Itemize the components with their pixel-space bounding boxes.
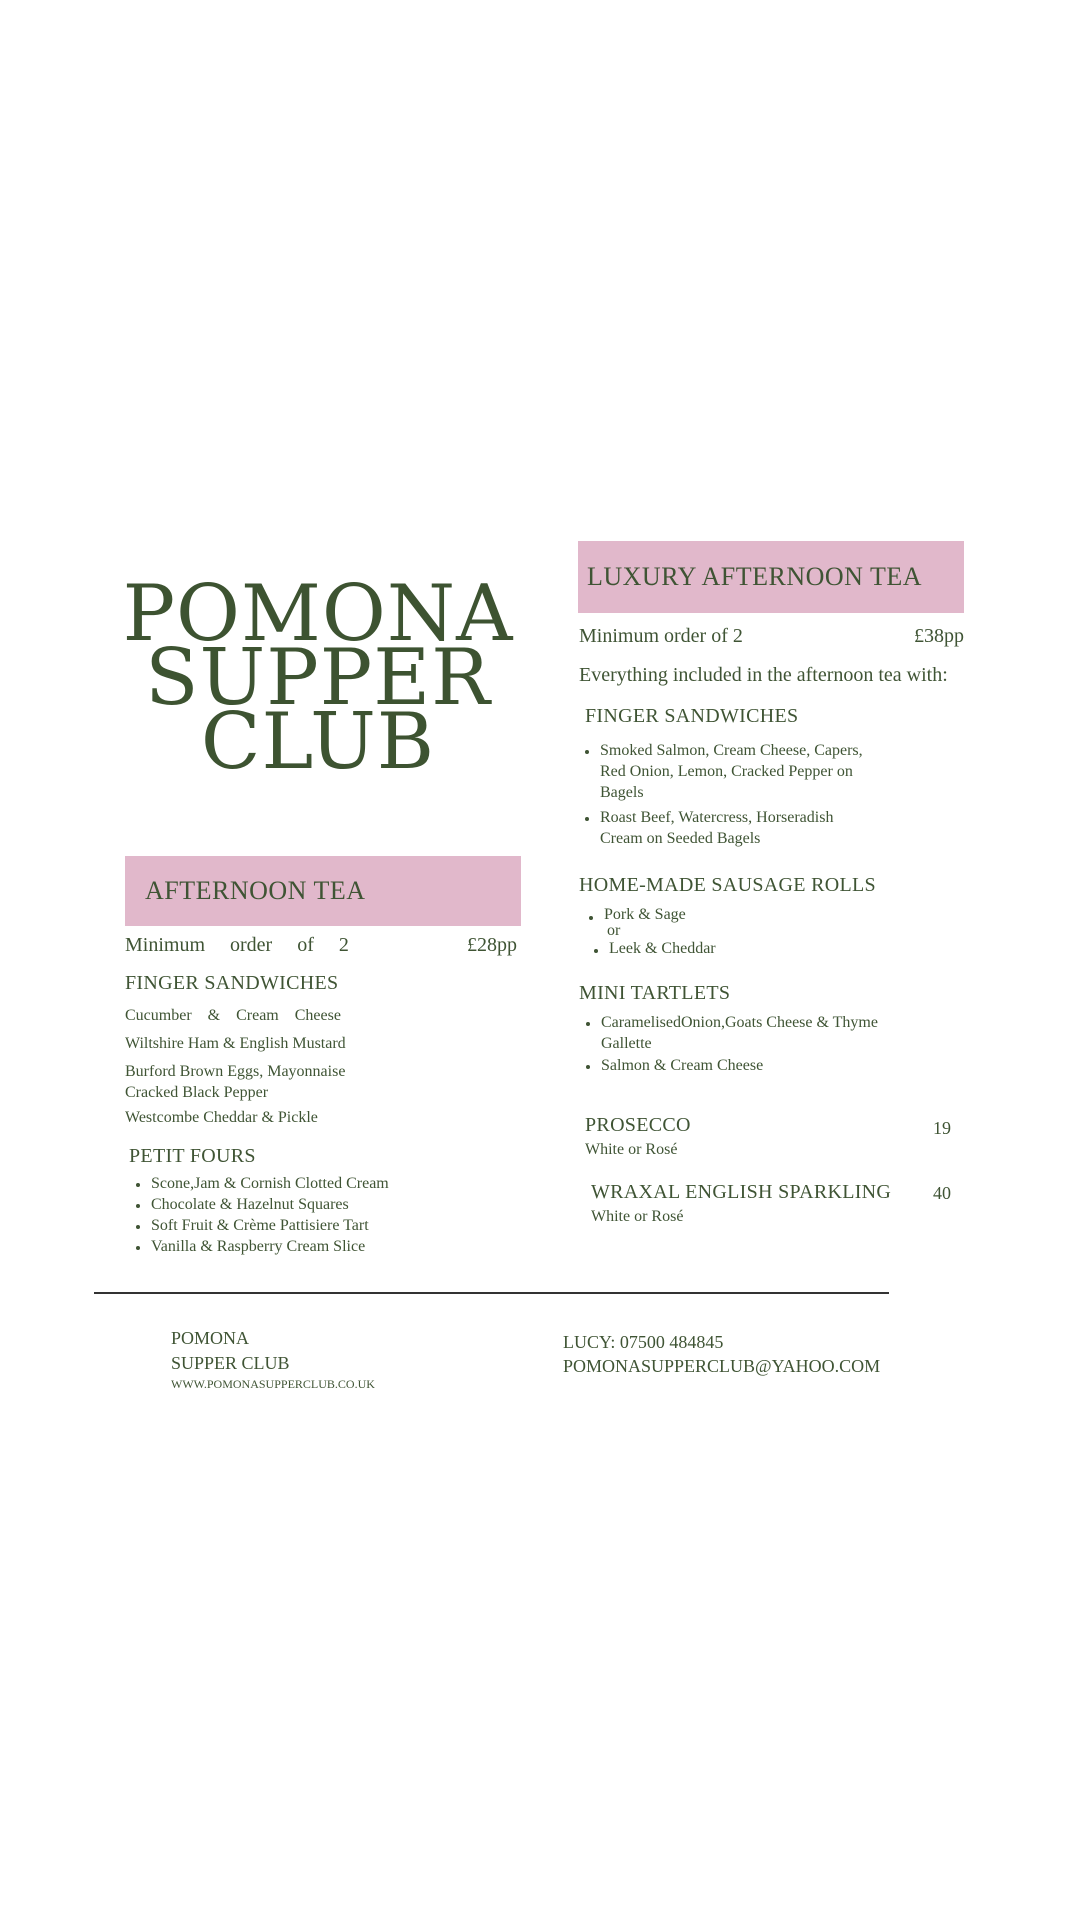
list-item: Burford Brown Eggs, Mayonnaise Cracked Black Pepper — [125, 1063, 346, 1101]
luxury-tea-intro: Everything included in the afternoon tea with: — [579, 664, 948, 686]
list-item: Salmon & Cream Cheese — [583, 1055, 913, 1076]
sausage-rolls-list — [586, 906, 716, 959]
footer-name-line-2: SUPPER CLUB — [171, 1353, 290, 1373]
luxury-tea-banner — [578, 541, 964, 613]
afternoon-tea-banner — [125, 856, 521, 926]
luxury-tea-sandwiches-heading: FINGER SANDWICHES — [585, 705, 799, 727]
petit-fours-heading: PETIT FOURS — [129, 1145, 256, 1167]
logo-line-1: POMONA — [122, 569, 514, 659]
list-item: Vanilla & Raspberry Cream Slice — [133, 1236, 433, 1257]
list-item: Pork & Sage — [586, 906, 716, 923]
list-item: Soft Fruit & Crème Pattisiere Tart — [133, 1215, 433, 1236]
footer-name-line-1: POMONA — [171, 1328, 250, 1348]
list-item: Scone,Jam & Cornish Clotted Cream — [133, 1173, 433, 1194]
sausage-or-text: or — [607, 922, 621, 939]
list-item: Chocolate & Hazelnut Squares — [133, 1194, 433, 1215]
drink-prosecco — [585, 1114, 951, 1160]
afternoon-tea-title: AFTERNOON TEA — [145, 876, 366, 905]
list-item: Smoked Salmon, Cream Cheese, Capers, Red Onion, Lemon, Cracked Pepper on Bagels — [582, 740, 872, 803]
afternoon-tea-minimum-row — [125, 934, 517, 957]
list-item: Roast Beef, Watercress, Horseradish Cream on Seeded Bagels — [582, 807, 872, 849]
drink-wraxal-sparkling — [591, 1181, 951, 1227]
afternoon-tea-minimum: Minimum order of 2 — [125, 934, 349, 956]
logo-line-2: SUPPER — [145, 633, 491, 723]
afternoon-tea-sandwiches-heading: FINGER SANDWICHES — [125, 972, 339, 994]
footer-contact — [563, 1330, 880, 1378]
petit-fours-list — [133, 1173, 433, 1257]
list-item: Wiltshire Ham & English Mustard — [125, 1035, 346, 1052]
drink-name: PROSECCO — [585, 1114, 691, 1136]
drink-price: 19 — [933, 1118, 951, 1138]
mini-tartlets-list — [583, 1012, 913, 1076]
list-item: Westcombe Cheddar & Pickle — [125, 1109, 318, 1126]
luxury-tea-minimum: Minimum order of 2 — [579, 625, 743, 647]
list-item: Leek & Cheddar — [591, 939, 716, 959]
list-item: CaramelisedOnion,Goats Cheese & Thyme Gallette — [583, 1012, 913, 1054]
logo — [118, 569, 518, 787]
footer-website: WWW.POMONASUPPERCLUB.CO.UK — [171, 1377, 375, 1391]
footer-email: POMONASUPPERCLUB@YAHOO.COM — [563, 1356, 881, 1376]
drink-description: White or Rosé — [585, 1141, 678, 1158]
afternoon-tea-sandwich-list — [125, 1005, 375, 1128]
afternoon-tea-price: £28pp — [467, 934, 517, 956]
sausage-rolls-heading: HOME-MADE SAUSAGE ROLLS — [579, 874, 876, 896]
mini-tartlets-heading: MINI TARTLETS — [579, 982, 731, 1004]
drink-name: WRAXAL ENGLISH SPARKLING — [591, 1181, 892, 1203]
luxury-tea-price: £38pp — [914, 625, 964, 647]
drink-description: White or Rosé — [591, 1208, 684, 1225]
drink-price: 40 — [933, 1183, 951, 1203]
luxury-tea-sandwich-list — [582, 740, 872, 849]
list-item: Cucumber & Cream Cheese — [125, 1007, 341, 1024]
luxury-tea-title: LUXURY AFTERNOON TEA — [587, 562, 923, 591]
footer-phone: LUCY: 07500 484845 — [563, 1332, 724, 1352]
divider — [94, 1292, 889, 1294]
luxury-tea-minimum-row — [579, 625, 964, 648]
footer-brand — [171, 1326, 375, 1392]
logo-line-3: CLUB — [200, 697, 436, 787]
